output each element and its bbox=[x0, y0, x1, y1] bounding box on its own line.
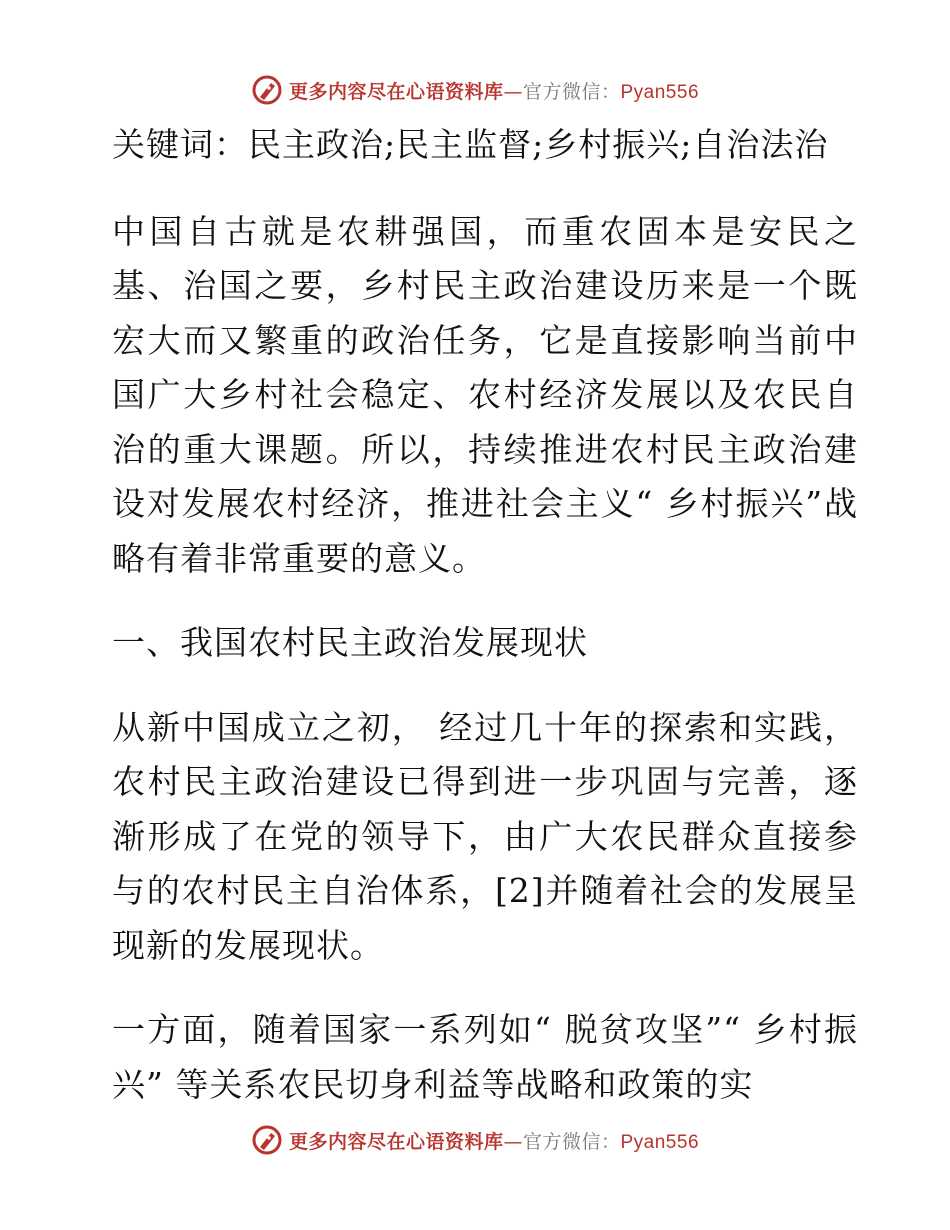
section-heading: 一、我国农村民主政治发展现状 bbox=[112, 623, 588, 662]
watermark-brand: 更多内容尽在心语资料库 bbox=[288, 80, 504, 103]
watermark-wechat-label: 官方微信： bbox=[522, 1130, 621, 1153]
watermark-brand: 更多内容尽在心语资料库 bbox=[288, 1130, 504, 1153]
footer-watermark bbox=[0, 1120, 950, 1160]
header-watermark bbox=[0, 70, 950, 110]
watermark-wechat-id: Pyan556 bbox=[620, 81, 700, 103]
keywords-line: 关键词：民主政治;民主监督;乡村振兴;自治法治 bbox=[112, 125, 829, 164]
document-body bbox=[98, 118, 858, 1112]
watermark-dash: — bbox=[503, 1130, 523, 1153]
paragraph-policy: 一方面，随着国家一系列如“ 脱贫攻坚”“ 乡村振兴” 等关系农民切身利益等战略和政策的实 bbox=[112, 1010, 858, 1104]
watermark-wechat-label: 官方微信： bbox=[522, 80, 621, 103]
fountain-pen-seal-icon bbox=[251, 1124, 283, 1156]
watermark-wechat-id: Pyan556 bbox=[620, 1131, 700, 1153]
watermark-dash: — bbox=[503, 80, 523, 103]
fountain-pen-seal-icon bbox=[251, 74, 283, 106]
paragraph-status: 从新中国成立之初， 经过几十年的探索和实践，农村民主政治建设已得到进一步巩固与完善，逐渐形成了在党的领导下，由广大农民群众直接参与的农村民主自治体系，[2]并随着社会的发展呈现新的发展现状。 bbox=[112, 707, 858, 965]
paragraph-intro: 中国自古就是农耕强国，而重农固本是安民之基、治国之要，乡村民主政治建设历来是一个既宏大而又繁重的政治任务，它是直接影响当前中国广大乡村社会稳定、农村经济发展以及农民自治的重大课题。所以，持续推进农村民主政治建设对发展农村经济，推进社会主义“ 乡村振兴”战略有着非常重要的意义。 bbox=[112, 211, 858, 578]
